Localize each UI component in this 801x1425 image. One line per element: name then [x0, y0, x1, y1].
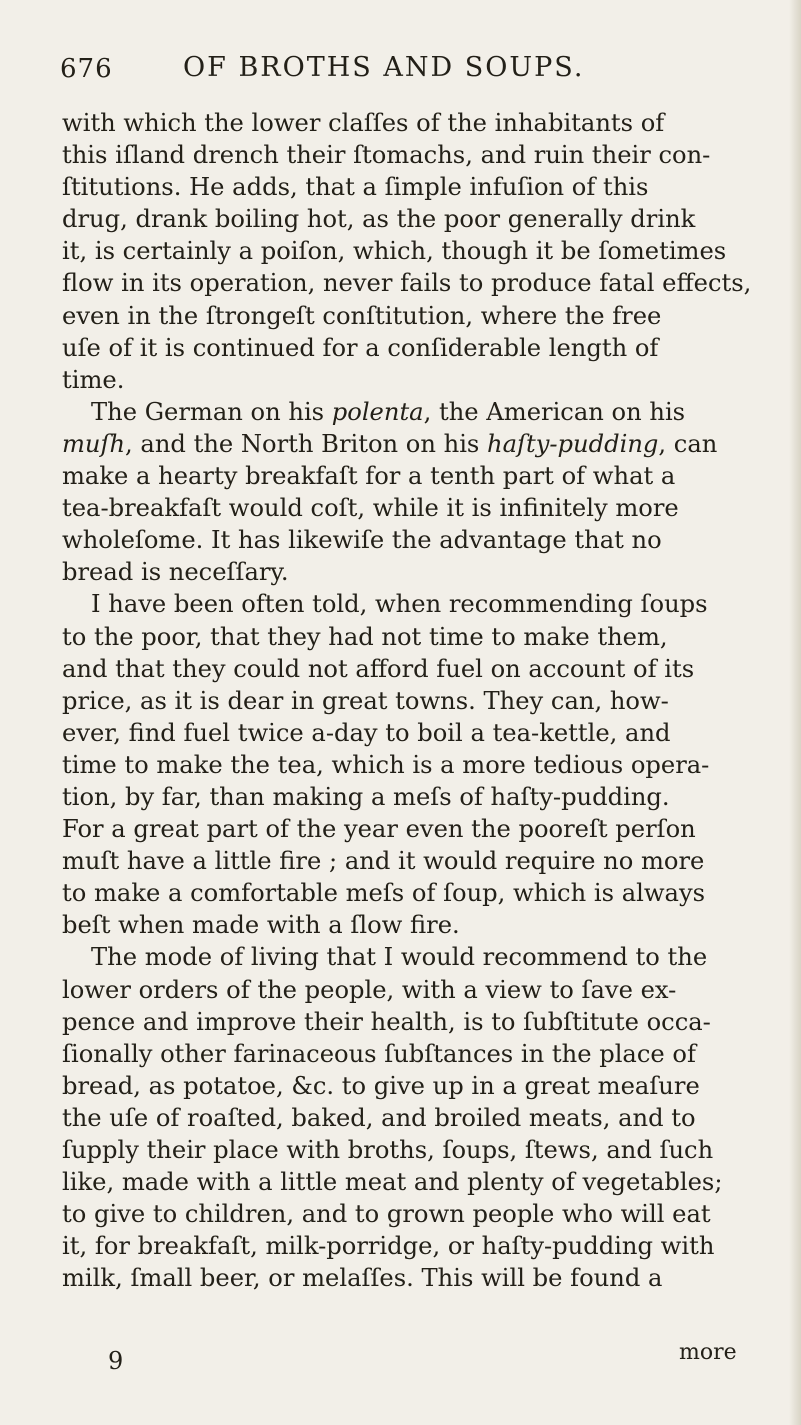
text-line: ever, find fuel twice a-day to boil a tea-kettle, and	[62, 718, 671, 747]
text-run: , can	[658, 429, 718, 458]
text-line: ſupply their place with broths, ſoups, ſtews, and ſuch	[62, 1136, 714, 1164]
text-line: milk, ſmall beer, or melaſſes. This will be found a	[62, 1264, 663, 1293]
text-line: beſt when made with a ſlow fire.	[62, 911, 460, 940]
text-line: ſionally other farinaceous ſubſtances in the place of	[62, 1039, 696, 1068]
text-line: bread is neceſſary.	[62, 558, 289, 587]
text-line: even in the ſtrongeſt conſtitution, where the free	[62, 301, 662, 330]
text-line: it, is certainly a poiſon, which, though it be ſometimes	[62, 237, 727, 266]
text-run: , and the North Briton on his	[125, 429, 488, 458]
text-line: I have been often told, when recommending ſoups	[91, 590, 708, 619]
text-line: drug, drank boiling hot, as the poor generally drink	[62, 205, 696, 234]
text-line: with which the lower claſſes of the inhabitants of	[62, 109, 665, 137]
italic-term: polenta	[331, 397, 424, 426]
text-line: the uſe of roaſted, baked, and broiled meats, and to	[62, 1103, 696, 1132]
page-number: 676	[60, 54, 113, 84]
text-line: to make a comfortable meſs of ſoup, which is always	[62, 879, 706, 908]
text-run: , the American on his	[423, 397, 686, 426]
text-line	[62, 396, 762, 428]
text-line	[62, 428, 762, 460]
text-line: this iſland drench their ſtomachs, and ruin their con-	[62, 141, 711, 170]
text-line: time to make the tea, which is a more tedious opera-	[62, 750, 710, 779]
text-line: tion, by far, than making a meſs of haſty-pudding.	[62, 782, 670, 811]
text-line: lower orders of the people, with a view to ſave ex-	[62, 975, 677, 1004]
text-line: muſt have a little fire ; and it would require no more	[62, 847, 705, 876]
text-line: ſtitutions. He adds, that a ſimple infuſion of this	[62, 173, 649, 202]
catchword: more	[679, 1340, 737, 1365]
text-line: to give to children, and to grown people who will eat	[62, 1200, 711, 1229]
text-line: pence and improve their health, is to ſubſtitute occa-	[62, 1007, 711, 1036]
text-line: tea-breakfaſt would coſt, while it is infinitely more	[62, 494, 679, 523]
text-line: to the poor, that they had not time to make them,	[62, 622, 668, 651]
text-run: The German on his	[91, 397, 332, 426]
text-line: and that they could not afford fuel on account of its	[62, 654, 695, 683]
signature-mark: 9	[108, 1347, 124, 1375]
text-line: bread, as potatoe, &c. to give up in a great meaſure	[62, 1071, 700, 1100]
running-head: OF BROTHS AND SOUPS.	[183, 52, 585, 83]
italic-term: muſh	[62, 429, 126, 458]
text-line: price, as it is dear in great towns. They can, how-	[62, 686, 669, 715]
italic-term: haſty-pudding	[487, 429, 659, 458]
text-line: time.	[62, 365, 125, 394]
text-line: it, for breakfaſt, milk-porridge, or haſty-pudding with	[62, 1232, 715, 1261]
text-line: For a great part of the year even the pooreſt perſon	[62, 815, 696, 844]
body-text	[62, 107, 762, 1294]
text-line: uſe of it is continued for a conſiderable length of	[62, 333, 659, 362]
text-line: like, made with a little meat and plenty of vegetables;	[62, 1168, 723, 1197]
text-line: flow in its operation, never fails to produce fatal effects,	[62, 269, 752, 298]
page-edge-shadow	[789, 0, 801, 1425]
page-header	[60, 50, 760, 90]
text-line: make a hearty breakfaſt for a tenth part of what a	[62, 462, 676, 491]
text-line: The mode of living that I would recommend to the	[91, 943, 708, 972]
text-line: wholeſome. It has likewiſe the advantage that no	[62, 526, 662, 555]
